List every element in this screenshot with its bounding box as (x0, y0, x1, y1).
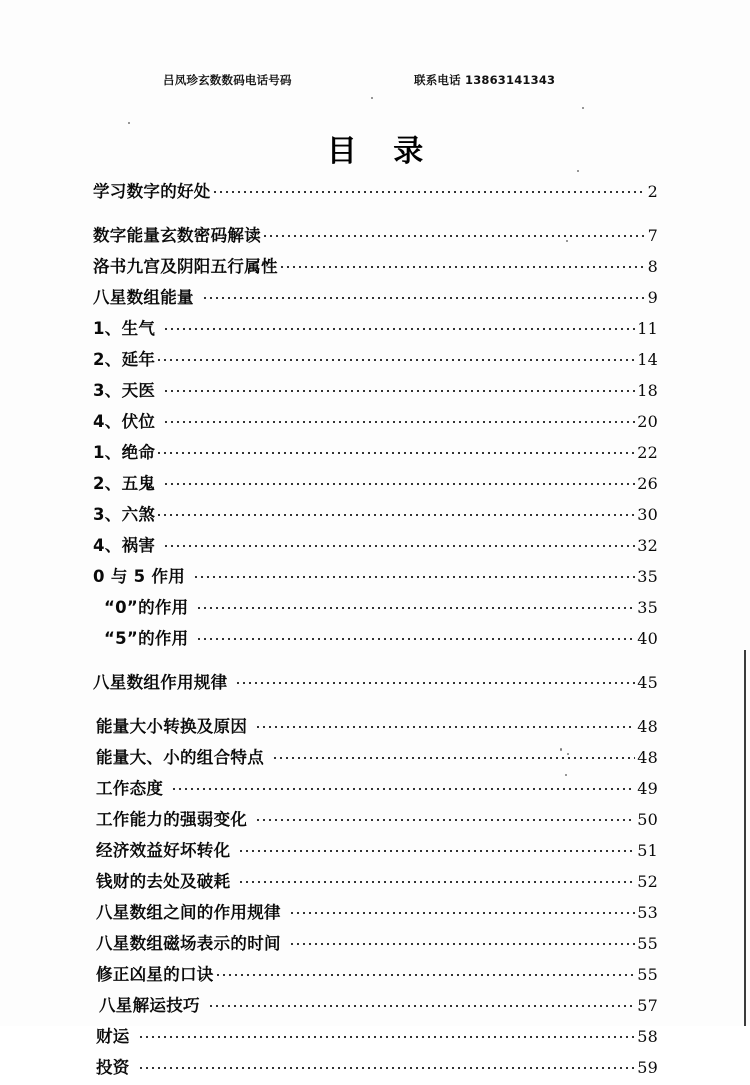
toc-leader-dots (262, 225, 646, 241)
toc-leader-dots (196, 597, 635, 613)
toc-entry-label: 3、六煞 (93, 505, 156, 524)
toc-leader-dots (156, 504, 635, 520)
toc-entry-page-number: 7 (647, 226, 658, 245)
scan-edge-artifact (744, 650, 746, 1026)
toc-entry-page-number: 59 (637, 1058, 658, 1077)
header-contact-phone: 联系电话 13863141343 (414, 73, 556, 87)
toc-leader-dots (163, 535, 635, 551)
toc-entry-label: 八星解运技巧 (99, 996, 200, 1015)
toc-leader-dots (202, 287, 646, 303)
toc-entry-label: 八星数组能量 (93, 288, 194, 307)
toc-entry-page-number: 11 (637, 319, 658, 338)
toc-entry-label: 工作态度 (96, 779, 164, 798)
scan-speck (560, 748, 562, 751)
toc-entry[interactable] (0, 1054, 750, 1085)
toc-entry-label: 4、祸害 (93, 536, 156, 555)
toc-entry-label: 财运 (96, 1027, 130, 1046)
toc-entry-page-number: 18 (637, 381, 658, 400)
toc-entry[interactable] (0, 713, 750, 744)
toc-leader-dots (138, 1057, 636, 1073)
toc-entry-label: 2、五鬼 (93, 474, 156, 493)
toc-entry[interactable] (0, 377, 750, 408)
toc-entry-label: 投资 (96, 1058, 130, 1077)
toc-entry[interactable] (0, 253, 750, 284)
scan-speck (565, 774, 567, 776)
toc-entry[interactable] (0, 222, 750, 253)
toc-entry-page-number: 8 (647, 257, 658, 276)
toc-entry-page-number: 35 (637, 567, 658, 586)
toc-entry-label: 能量大、小的组合特点 (96, 748, 264, 767)
toc-entry[interactable] (0, 315, 750, 346)
toc-entry-label: 数字能量玄数密码解读 (93, 226, 261, 245)
scan-speck (577, 170, 579, 172)
scan-speck (566, 240, 568, 242)
toc-entry-page-number: 58 (637, 1027, 658, 1046)
toc-leader-dots (163, 411, 635, 427)
toc-entry-page-number: 30 (637, 505, 658, 524)
toc-leader-dots (163, 380, 635, 396)
toc-entry[interactable] (0, 868, 750, 899)
toc-entry[interactable] (0, 992, 750, 1023)
page-title: 目 录 (326, 134, 437, 169)
toc-leader-dots (238, 871, 635, 887)
toc-entry-page-number: 55 (637, 934, 658, 953)
toc-entry-page-number: 40 (637, 629, 658, 648)
toc-entry-page-number: 51 (637, 841, 658, 860)
toc-leader-dots (289, 933, 635, 949)
toc-entry-page-number: 26 (637, 474, 658, 493)
toc-entry-page-number: 45 (637, 673, 658, 692)
toc-entry[interactable] (0, 408, 750, 439)
toc-entry-page-number: 9 (647, 288, 658, 307)
toc-entry[interactable] (0, 346, 750, 377)
toc-leader-dots (255, 716, 635, 732)
toc-entry[interactable] (0, 439, 750, 470)
toc-entry-label: 经济效益好坏转化 (96, 841, 231, 860)
toc-entry[interactable] (0, 532, 750, 563)
toc-entry[interactable] (0, 806, 750, 837)
toc-leader-dots (156, 442, 635, 458)
scan-speck (128, 122, 130, 124)
toc-leader-dots (196, 628, 635, 644)
toc-entry-label: 1、生气 (93, 319, 156, 338)
toc-leader-dots (193, 566, 635, 582)
toc-leader-dots (289, 902, 635, 918)
toc-entry[interactable] (0, 1023, 750, 1054)
toc-entry-label: 能量大小转换及原因 (96, 717, 248, 736)
toc-entry-page-number: 55 (637, 965, 658, 984)
toc-leader-dots (163, 473, 635, 489)
toc-entry-label: 工作能力的强弱变化 (96, 810, 248, 829)
toc-entry-label: 4、伏位 (93, 412, 156, 431)
toc-entry-label: 3、天医 (93, 381, 156, 400)
running-header (0, 72, 750, 90)
header-title-left: 吕凤珍玄数数码电话号码 (163, 73, 292, 87)
toc-leader-dots (212, 181, 646, 197)
toc-entry-page-number: 35 (637, 598, 658, 617)
table-of-contents (0, 178, 750, 1085)
toc-leader-dots (279, 256, 646, 272)
toc-entry[interactable] (0, 625, 750, 656)
toc-entry-page-number: 52 (637, 872, 658, 891)
toc-entry[interactable] (0, 837, 750, 868)
toc-leader-dots (138, 1026, 636, 1042)
toc-leader-dots (171, 778, 635, 794)
toc-entry-page-number: 32 (637, 536, 658, 555)
toc-entry-label: “0”的作用 (104, 598, 189, 617)
toc-entry-page-number: 49 (637, 779, 658, 798)
toc-entry-label: 八星数组作用规律 (93, 673, 228, 692)
toc-entry-label: 洛书九宫及阴阳五行属性 (93, 257, 278, 276)
toc-entry[interactable] (0, 563, 750, 594)
toc-entry[interactable] (0, 501, 750, 532)
scan-speck (582, 107, 584, 109)
toc-entry[interactable] (0, 930, 750, 961)
toc-leader-dots (235, 672, 635, 688)
toc-entry-page-number: 53 (637, 903, 658, 922)
toc-leader-dots (255, 809, 635, 825)
toc-entry[interactable] (0, 594, 750, 625)
toc-leader-dots (215, 964, 636, 980)
toc-entry[interactable] (0, 899, 750, 930)
toc-entry-page-number: 48 (637, 748, 658, 767)
toc-entry-page-number: 20 (637, 412, 658, 431)
toc-entry-page-number: 48 (637, 717, 658, 736)
toc-entry-label: 1、绝命 (93, 443, 156, 462)
toc-leader-dots (156, 349, 635, 365)
toc-entry-label: 八星数组磁场表示的时间 (96, 934, 281, 953)
toc-entry[interactable] (0, 178, 750, 209)
toc-leader-dots (272, 747, 635, 763)
toc-entry-page-number: 50 (637, 810, 658, 829)
toc-entry[interactable] (0, 775, 750, 806)
scan-speck (371, 97, 373, 99)
toc-leader-dots (163, 318, 635, 334)
toc-entry-label: 2、延年 (93, 350, 156, 369)
toc-entry[interactable] (0, 669, 750, 700)
toc-entry-page-number: 2 (647, 182, 658, 201)
toc-entry[interactable] (0, 470, 750, 501)
toc-entry[interactable] (0, 744, 750, 775)
toc-entry-page-number: 14 (637, 350, 658, 369)
scan-speck (567, 753, 569, 755)
toc-entry-label: “5”的作用 (104, 629, 189, 648)
toc-entry-label: 0 与 5 作用 (93, 567, 186, 586)
toc-entry-label: 钱财的去处及破耗 (96, 872, 231, 891)
toc-entry-label: 学习数字的好处 (93, 182, 211, 201)
toc-leader-dots (238, 840, 635, 856)
toc-entry[interactable] (0, 961, 750, 992)
toc-leader-dots (208, 995, 635, 1011)
toc-entry-label: 八星数组之间的作用规律 (96, 903, 281, 922)
toc-entry-page-number: 57 (637, 996, 658, 1015)
toc-entry-label: 修正凶星的口诀 (96, 965, 214, 984)
toc-entry-page-number: 22 (637, 443, 658, 462)
toc-entry[interactable] (0, 284, 750, 315)
